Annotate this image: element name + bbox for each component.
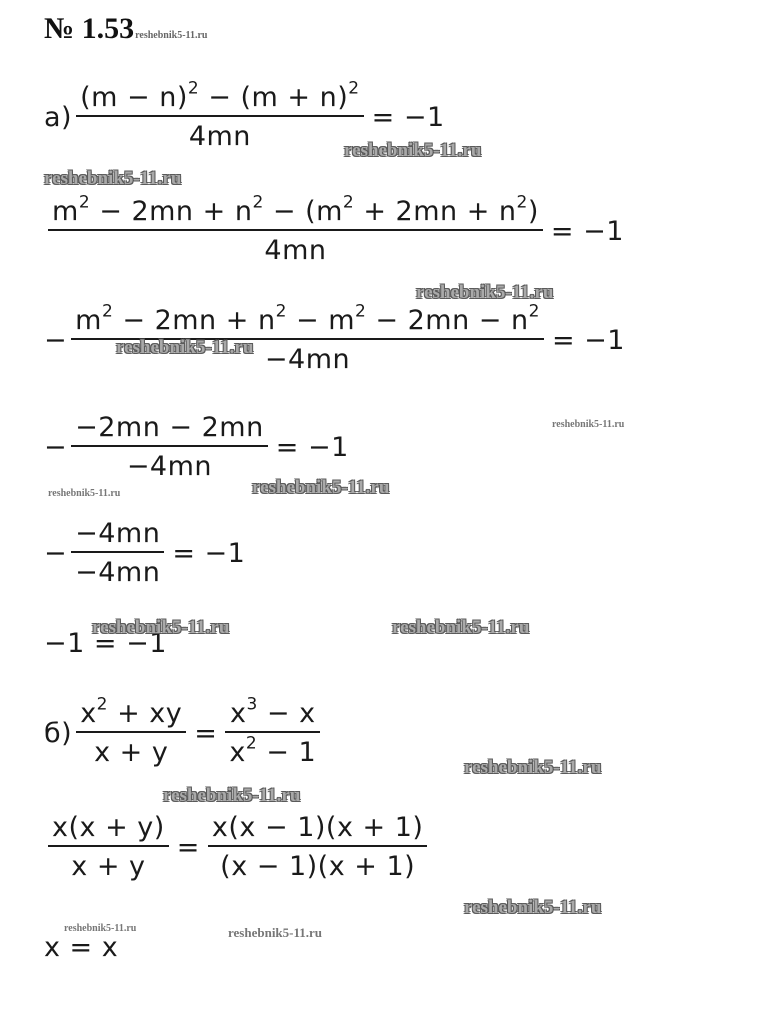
- denominator: x + y: [94, 737, 169, 768]
- denominator: x + y: [71, 851, 146, 882]
- fraction-right: [208, 812, 428, 882]
- leading-minus: −: [44, 324, 68, 356]
- numerator: x(x + y): [52, 812, 165, 843]
- result-equation: x = x: [44, 932, 119, 963]
- numerator: −2mn − 2mn: [75, 412, 264, 443]
- watermark: reshebnik5-11.ru: [44, 168, 182, 189]
- denominator: −4mn: [126, 451, 213, 482]
- part-b-label: б): [44, 717, 73, 749]
- watermark: reshebnik5-11.ru: [163, 785, 301, 806]
- problem-title: № 1.53: [44, 12, 135, 45]
- denominator: −4mn: [75, 557, 161, 588]
- watermark: reshebnik5-11.ru: [552, 419, 625, 430]
- result-equation: −1 = −1: [44, 628, 167, 659]
- part-b-line-2: [44, 812, 431, 882]
- part-b-line-1: [44, 694, 324, 768]
- equation-rhs: = −1: [551, 324, 625, 356]
- numerator: $x^3 - x$: [229, 694, 316, 729]
- watermark: reshebnik5-11.ru: [344, 140, 482, 161]
- part-b-line-3: [44, 932, 118, 963]
- watermark: reshebnik5-11.ru: [464, 757, 602, 778]
- denominator: 4mn: [264, 235, 327, 266]
- numerator: x(x − 1)(x + 1): [211, 812, 424, 843]
- fraction: [76, 78, 364, 152]
- watermark: reshebnik5-11.ru: [416, 282, 554, 303]
- watermark: reshebnik5-11.ru: [92, 617, 230, 638]
- denominator: (x − 1)(x + 1): [220, 851, 416, 882]
- numerator: $m^2 - 2mn + n^2 - (m^2 + 2mn + n^2)$: [52, 192, 539, 227]
- equals-sign: =: [194, 717, 218, 749]
- numerator: $m^2 - 2mn + n^2 - m^2 - 2mn - n^2$: [75, 301, 540, 336]
- fraction: [71, 518, 164, 588]
- watermark: reshebnik5-11.ru: [64, 923, 137, 934]
- watermark: reshebnik5-11.ru: [48, 488, 121, 499]
- numerator: $x^2$ + xy: [80, 694, 183, 729]
- problem-number: [44, 12, 208, 46]
- denominator: 4mn: [188, 121, 251, 152]
- watermark: reshebnik5-11.ru: [228, 925, 323, 940]
- leading-minus: −: [44, 537, 68, 569]
- fraction-left: [48, 812, 169, 882]
- leading-minus: −: [44, 431, 68, 463]
- fraction: [48, 192, 543, 266]
- equation-rhs: = −1: [371, 101, 445, 133]
- watermark: reshebnik5-11.ru: [116, 337, 254, 358]
- numerator: $(m - n)^2 - (m + n)^2$: [80, 78, 360, 113]
- denominator: −4mn: [264, 344, 351, 375]
- fraction-left: [76, 694, 186, 768]
- watermark: reshebnik5-11.ru: [464, 897, 602, 918]
- equation-rhs: = −1: [172, 537, 246, 569]
- equation-rhs: = −1: [275, 431, 349, 463]
- watermark-inline: reshebnik5-11.ru: [135, 30, 208, 41]
- denominator: $x^2 - 1$: [229, 733, 317, 768]
- equals-sign: =: [176, 831, 200, 863]
- part-a-line-5: [44, 518, 249, 588]
- part-a-line-2: [44, 192, 628, 266]
- part-a-line-4: [44, 412, 353, 482]
- watermark: reshebnik5-11.ru: [392, 617, 530, 638]
- numerator: −4mn: [75, 518, 161, 549]
- fraction-right: [225, 694, 320, 768]
- part-a-label: а): [44, 101, 73, 133]
- watermark: reshebnik5-11.ru: [252, 477, 390, 498]
- equation-rhs: = −1: [550, 215, 624, 247]
- fraction: [71, 412, 268, 482]
